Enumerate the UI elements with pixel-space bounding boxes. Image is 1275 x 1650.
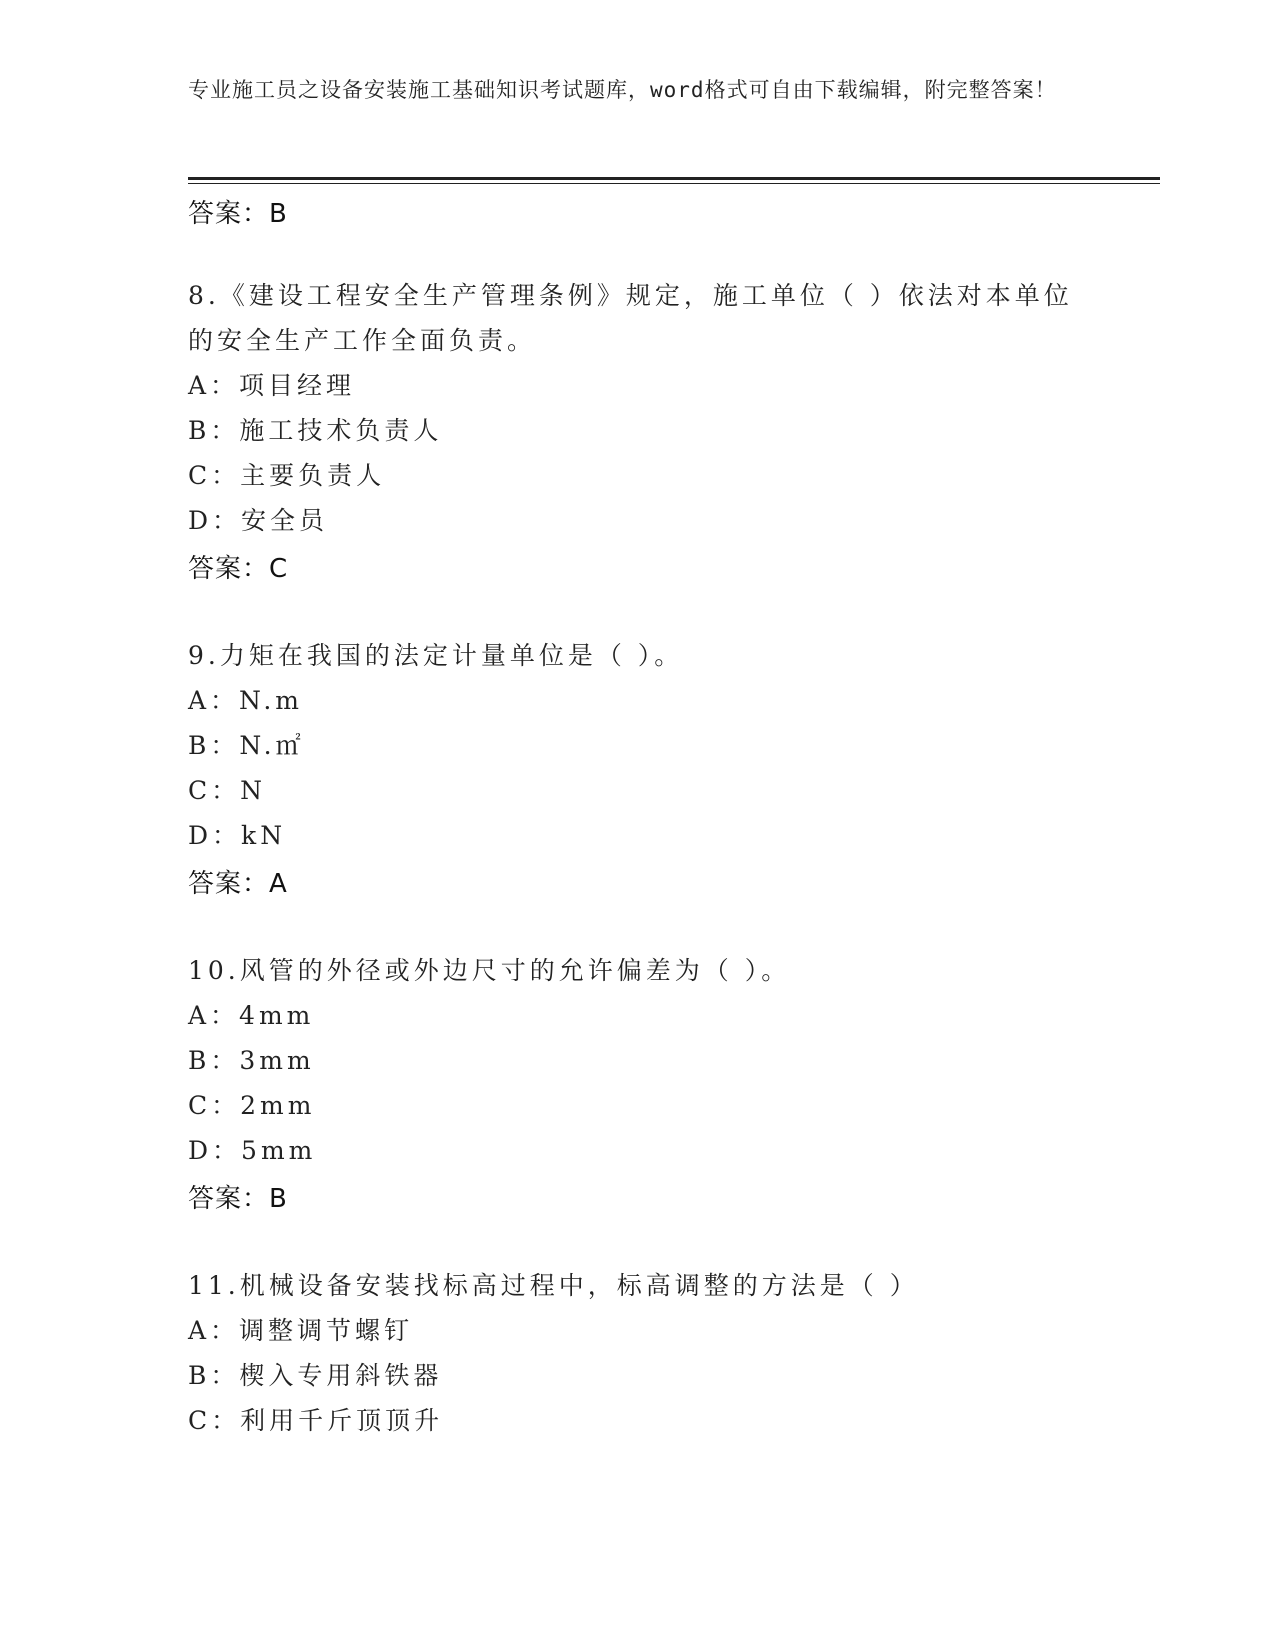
- question-8-stem-line2: 的安全生产工作全面负责。: [188, 326, 537, 355]
- question-9-option-d: D：kN: [188, 821, 287, 850]
- question-9-stem: 9.力矩在我国的法定计量单位是（ ）。: [188, 641, 684, 670]
- question-8-stem-line1: 8.《建设工程安全生产管理条例》规定，施工单位（ ）依法对本单位: [188, 281, 1073, 310]
- question-9-option-b: B：N.㎡: [188, 731, 305, 760]
- answer-q7: 答案：B: [188, 199, 288, 229]
- question-11-option-a: A：调整调节螺钉: [188, 1316, 414, 1345]
- question-8-option-b: B：施工技术负责人: [188, 416, 443, 445]
- question-11-option-c: C：利用千斤顶顶升: [188, 1406, 444, 1435]
- header-divider-thin: [188, 183, 1160, 184]
- question-8-option-a: A：项目经理: [188, 371, 356, 400]
- question-10-option-c: C：2mm: [188, 1091, 316, 1120]
- question-9-option-c: C：N: [188, 776, 267, 805]
- question-11-option-b: B：楔入专用斜铁器: [188, 1361, 443, 1390]
- question-10-option-d: D：5mm: [188, 1136, 317, 1165]
- question-9-option-a: A：N.m: [188, 686, 303, 715]
- question-8-option-c: C：主要负责人: [188, 461, 386, 490]
- question-10-stem: 10.风管的外径或外边尺寸的允许偏差为（ ）。: [188, 956, 791, 985]
- header-divider-thick: [188, 177, 1160, 180]
- question-10-option-a: A：4mm: [188, 1001, 315, 1030]
- question-11-stem: 11.机械设备安装找标高过程中，标高调整的方法是（ ）: [188, 1271, 919, 1300]
- answer-q8: 答案：C: [188, 554, 289, 584]
- question-10-option-b: B：3mm: [188, 1046, 315, 1075]
- answer-q10: 答案：B: [188, 1184, 288, 1214]
- document-header: 专业施工员之设备安装施工基础知识考试题库，word格式可自由下载编辑，附完整答案！: [188, 78, 1057, 102]
- question-8-option-d: D：安全员: [188, 506, 329, 535]
- answer-q9: 答案：A: [188, 869, 288, 899]
